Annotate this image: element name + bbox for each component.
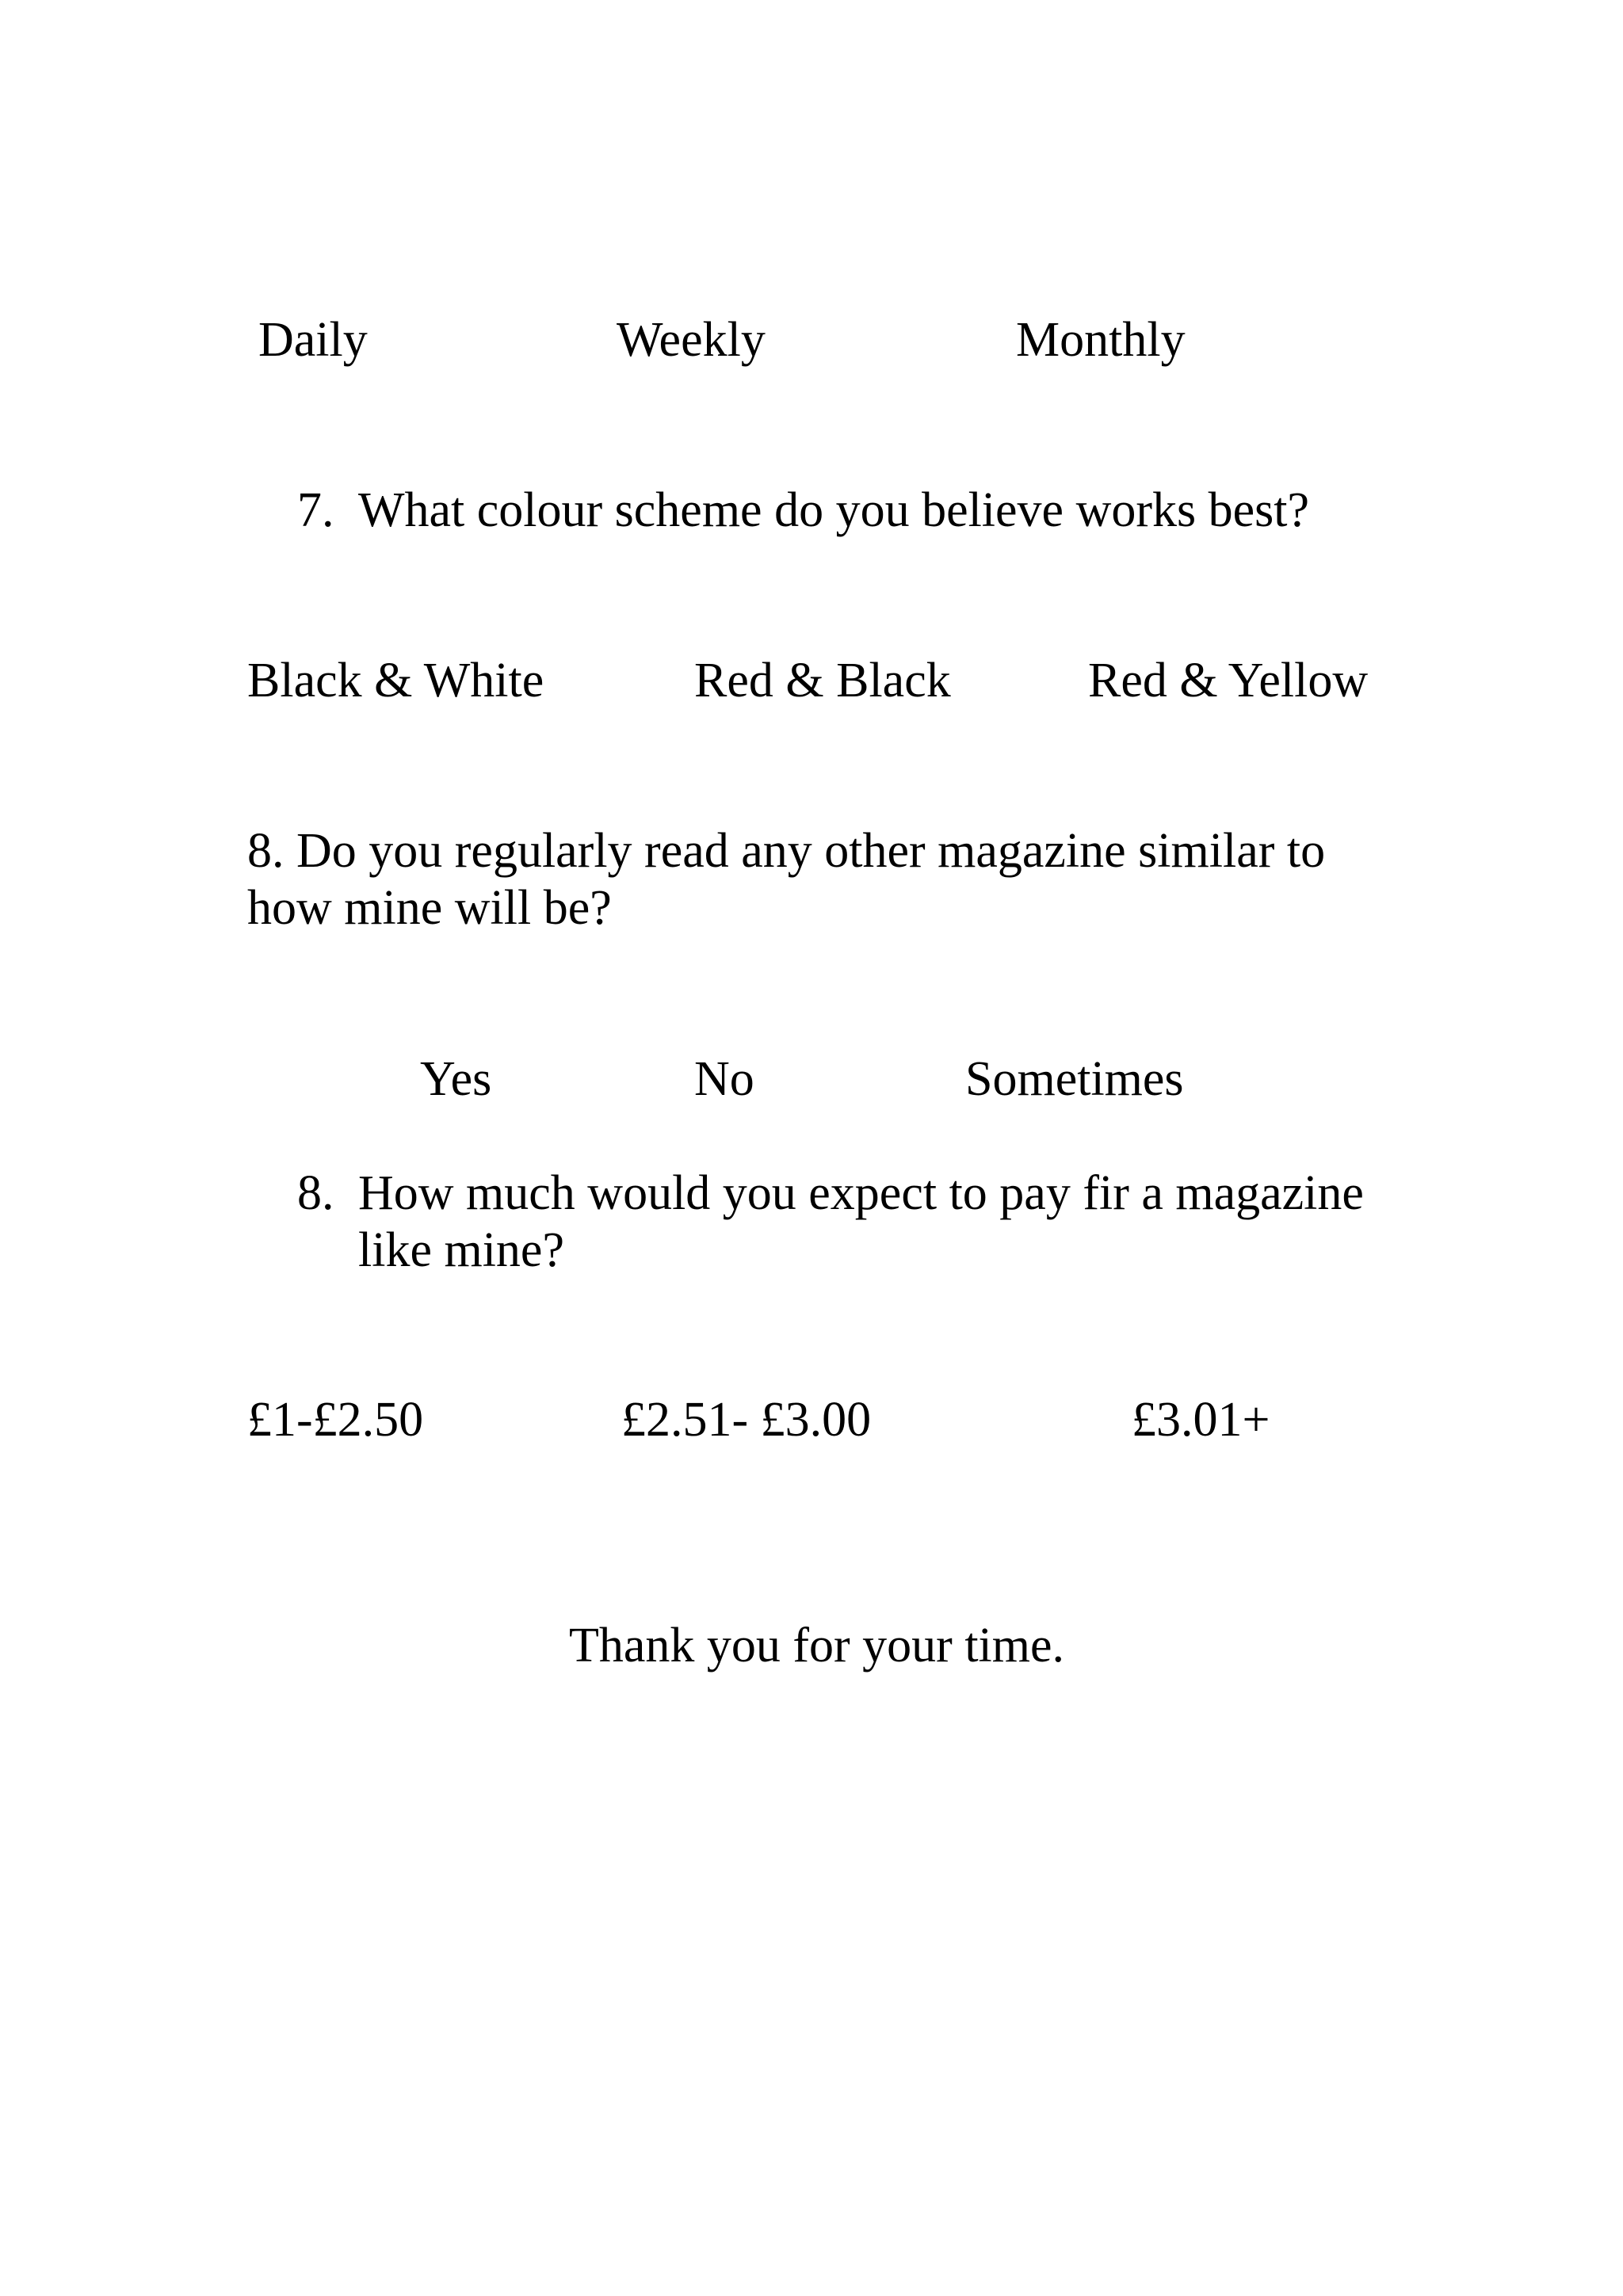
question-8a-line2: how mine will be?	[247, 881, 612, 935]
closing-text: Thank you for your time.	[569, 1619, 1065, 1672]
question-8b-number: 8.	[297, 1166, 334, 1220]
option-red-black: Red & Black	[694, 654, 951, 707]
option-yes: Yes	[420, 1052, 492, 1106]
option-daily: Daily	[258, 313, 368, 367]
option-sometimes: Sometimes	[965, 1052, 1184, 1106]
option-price-mid: £2.51- £3.00	[621, 1393, 872, 1447]
question-8b-line1: How much would you expect to pay fir a magazine	[358, 1166, 1364, 1220]
question-7-text: What colour scheme do you believe works best?	[358, 483, 1310, 537]
option-price-low: £1-£2.50	[247, 1393, 424, 1447]
option-red-yellow: Red & Yellow	[1088, 654, 1369, 707]
question-8a-line1: 8. Do you regularly read any other magazine similar to	[247, 824, 1326, 878]
option-black-white: Black & White	[247, 654, 544, 707]
question-7-number: 7.	[297, 483, 334, 537]
option-no: No	[694, 1052, 754, 1106]
option-price-high: £3.01+	[1132, 1393, 1270, 1447]
question-8b-line2: like mine?	[358, 1223, 564, 1277]
option-weekly: Weekly	[617, 313, 766, 367]
option-monthly: Monthly	[1016, 313, 1186, 367]
